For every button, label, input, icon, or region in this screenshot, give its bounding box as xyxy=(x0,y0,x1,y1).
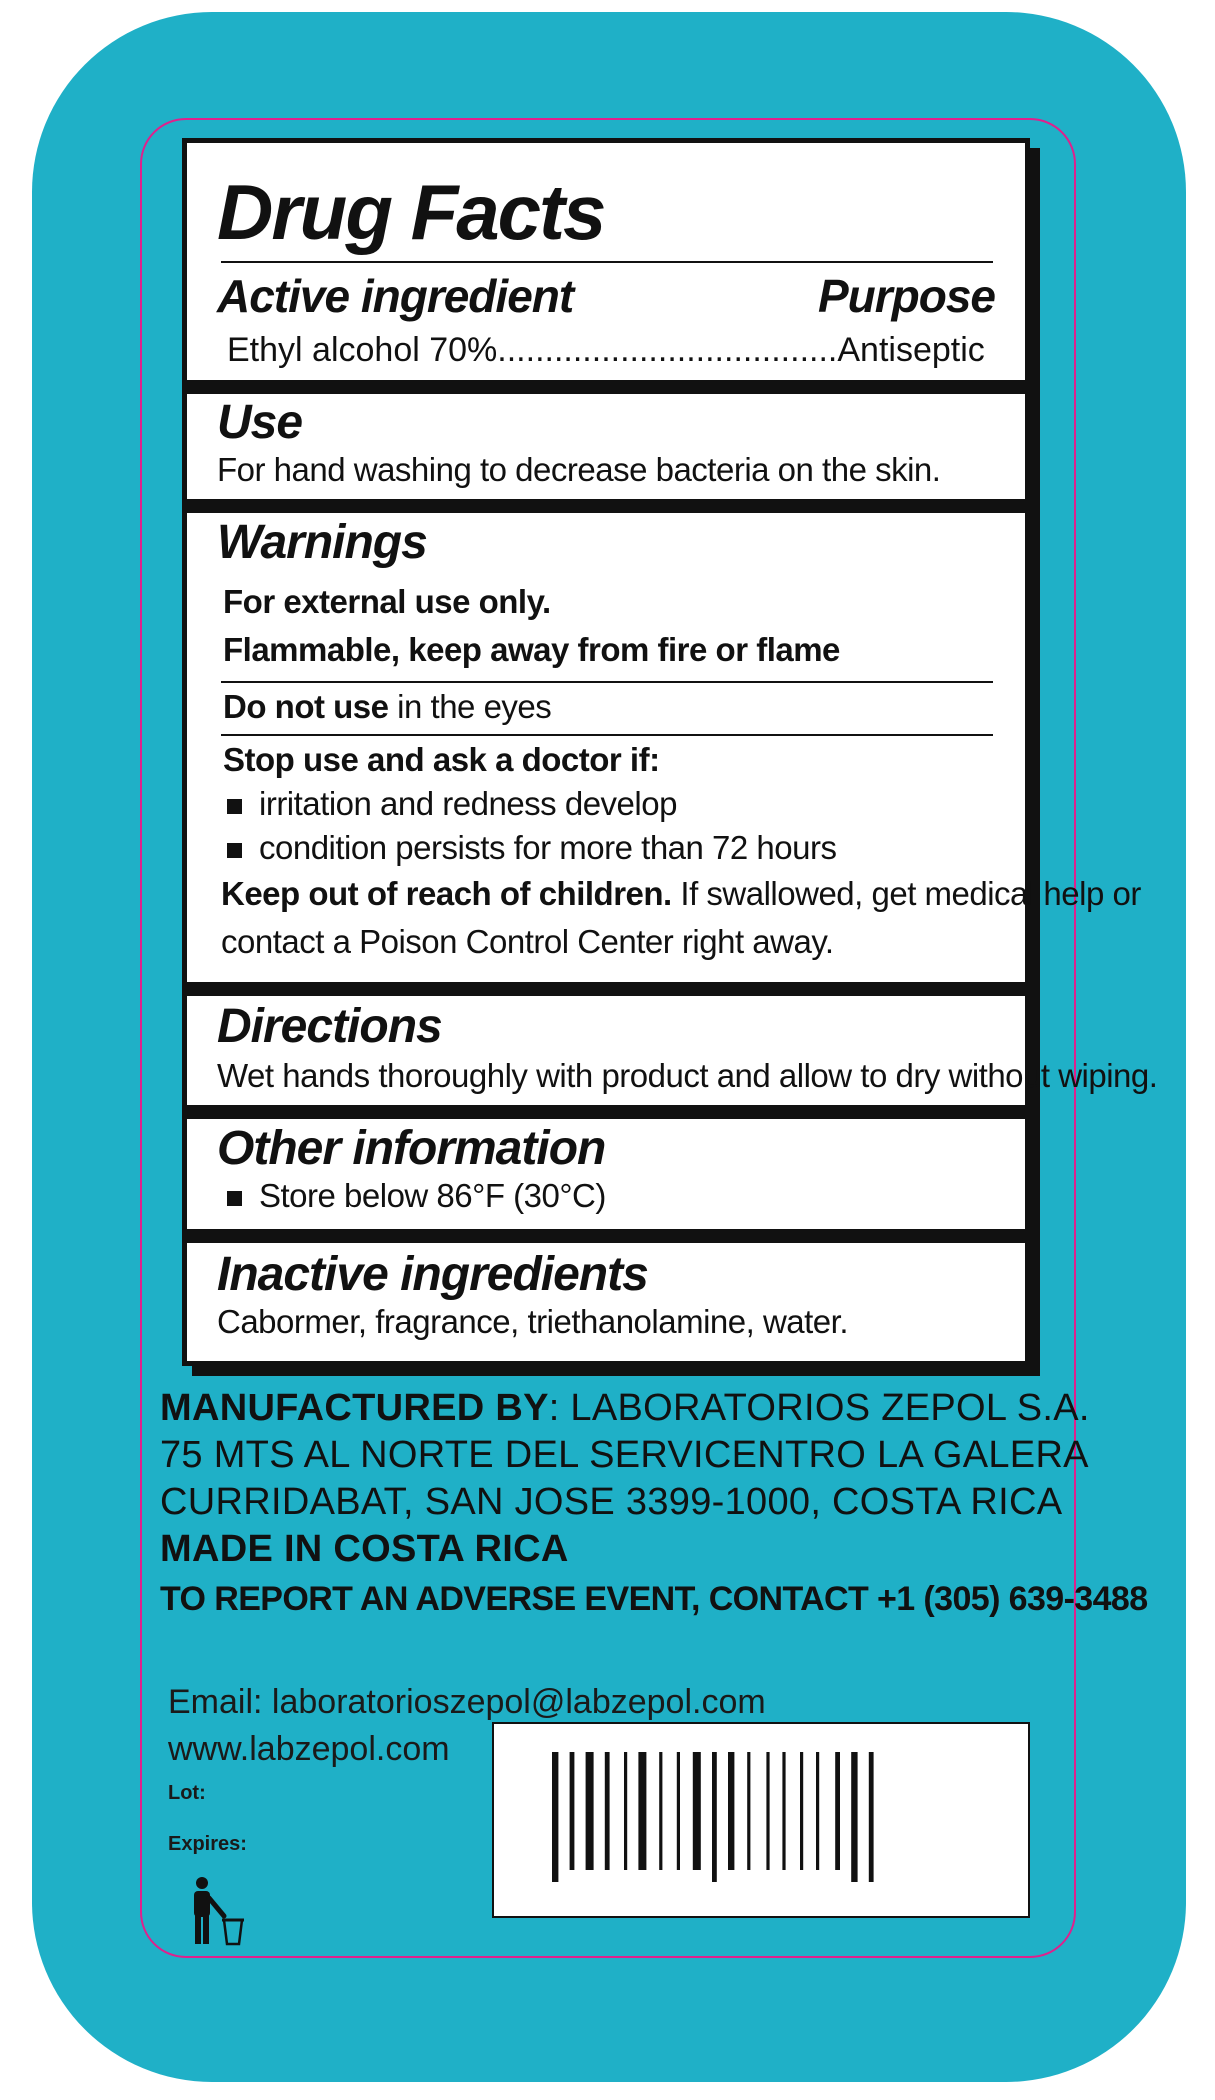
do-not-use-text: in the eyes xyxy=(388,688,552,725)
manufacturer-address-2: CURRIDABAT, SAN JOSE 3399-1000, COSTA RICA xyxy=(160,1481,1063,1523)
manufacturer-address-1: 75 MTS AL NORTE DEL SERVICENTRO LA GALERA xyxy=(160,1434,1089,1476)
manufacturer-label: MANUFACTURED BY xyxy=(160,1387,549,1429)
drug-facts-panel xyxy=(182,138,1158,1366)
bullet-icon xyxy=(227,1191,242,1206)
email: Email: laboratorioszepol@labzepol.com xyxy=(168,1683,766,1721)
drug-facts-title: Drug Facts xyxy=(217,168,605,256)
divider xyxy=(221,734,993,736)
warnings-heading: Warnings xyxy=(217,516,427,569)
external-use-warning: For external use only. xyxy=(223,583,551,620)
use-heading: Use xyxy=(217,396,303,449)
barcode-icon xyxy=(552,1752,972,1887)
warning-bullet-1: irritation and redness develop xyxy=(259,785,677,822)
directions-heading: Directions xyxy=(217,1000,442,1053)
warning-bullet-2: condition persists for more than 72 hours xyxy=(259,829,837,866)
storage-text: Store below 86°F (30°C) xyxy=(259,1177,606,1214)
made-in: MADE IN COSTA RICA xyxy=(160,1528,569,1570)
keep-out-line-2: contact a Poison Control Center right away. xyxy=(221,923,834,960)
do-not-use-line xyxy=(223,688,551,726)
other-information-heading: Other information xyxy=(217,1122,606,1175)
section-bar xyxy=(187,499,1025,513)
stop-use-heading: Stop use and ask a doctor if: xyxy=(223,741,660,778)
bullet-icon xyxy=(227,799,242,814)
trash-disposal-icon xyxy=(184,1876,250,1946)
keep-out-label: Keep out of reach of children. xyxy=(221,875,672,912)
section-bar xyxy=(187,982,1025,996)
expires-label: Expires: xyxy=(168,1833,247,1855)
leader-dots: .................................... xyxy=(497,331,838,369)
website: www.labzepol.com xyxy=(168,1730,450,1768)
use-text: For hand washing to decrease bacteria on the skin. xyxy=(217,451,941,488)
lot-label: Lot: xyxy=(168,1782,206,1804)
flammable-warning: Flammable, keep away from fire or flame xyxy=(223,631,840,668)
manufacturer-name: : LABORATORIOS ZEPOL S.A. xyxy=(548,1387,1090,1429)
section-bar xyxy=(187,380,1025,394)
section-bar xyxy=(187,1229,1025,1243)
keep-out-text: If swallowed, get medical help or xyxy=(671,875,1141,912)
directions-text: Wet hands thoroughly with product and allow to dry without wiping. xyxy=(217,1057,1158,1094)
barcode-box xyxy=(492,1722,1030,1918)
manufacturer-line xyxy=(160,1387,1090,1430)
divider xyxy=(221,681,993,683)
keep-out-line xyxy=(221,875,1141,913)
divider xyxy=(221,261,993,263)
purpose-heading: Purpose xyxy=(817,270,995,322)
inactive-ingredients-heading: Inactive ingredients xyxy=(217,1248,648,1301)
active-ingredient-row xyxy=(227,331,985,370)
do-not-use-label: Do not use xyxy=(223,688,389,725)
bullet-icon xyxy=(227,843,242,858)
active-ingredient-heading: Active ingredient xyxy=(217,270,574,322)
adverse-event-contact: TO REPORT AN ADVERSE EVENT, CONTACT +1 (305) 639-3488 xyxy=(160,1580,1148,1618)
active-ingredient-name: Ethyl alcohol 70% xyxy=(227,331,498,369)
section-bar xyxy=(187,1105,1025,1119)
inactive-ingredients-text: Cabormer, fragrance, triethanolamine, water. xyxy=(217,1303,848,1340)
active-ingredient-purpose: Antiseptic xyxy=(837,331,985,369)
